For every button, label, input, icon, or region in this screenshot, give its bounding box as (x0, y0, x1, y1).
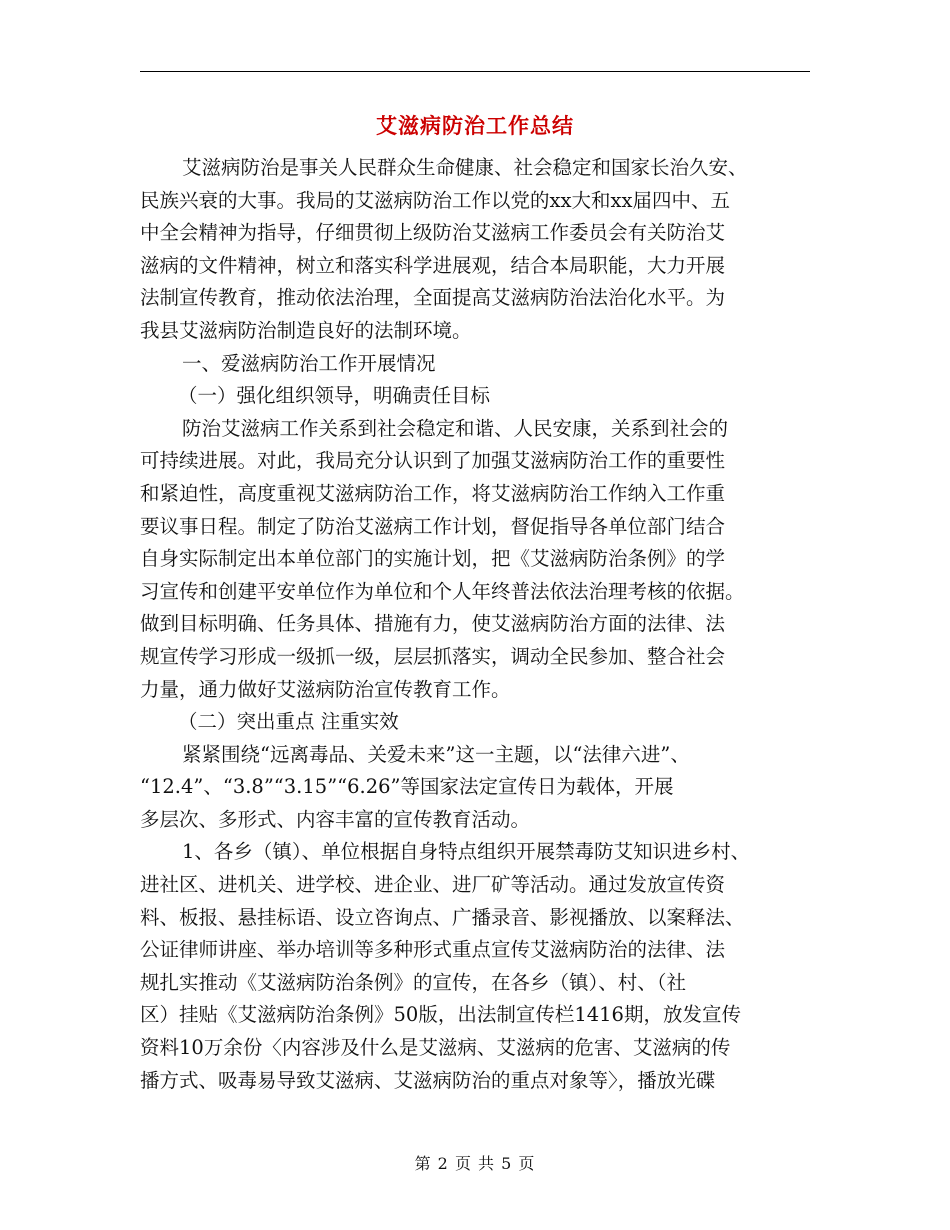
paragraph-line: 艾滋病防治是事关人民群众生命健康、社会稳定和国家长治久安、 (182, 156, 748, 179)
paragraph-line: 防治艾滋病工作关系到社会稳定和谐、人民安康，关系到社会的 (182, 416, 729, 440)
paragraph-line: 播方式、吸毒易导致艾滋病、艾滋病防治的重点对象等〉，播放光碟 (140, 1068, 716, 1092)
header-rule (140, 71, 810, 72)
paragraph-line: 料、板报、悬挂标语、设立咨询点、广播录音、影视播放、以案释法、 (140, 905, 745, 929)
paragraph-line: 习宣传和创建平安单位作为单位和个人年终普法依法治理考核的依据。 (140, 579, 745, 603)
paragraph-line: 要议事日程。制定了防治艾滋病工作计划，督促指导各单位部门结合 (140, 514, 726, 538)
paragraph-line: 可持续进展。对此，我局充分认识到了加强艾滋病防治工作的重要性 (140, 449, 726, 473)
paragraph-line: 自身实际制定出本单位部门的实施计划，把《艾滋病防治条例》的学 (140, 547, 726, 571)
paragraph-line: 民族兴衰的大事。我局的艾滋病防治工作以党的xx大和xx届四中、五 (140, 188, 730, 212)
document-body (140, 152, 812, 1097)
page-number: 第 2 页 共 5 页 (414, 1154, 536, 1173)
paragraph-line: 法制宣传教育，推动依法治理，全面提高艾滋病防治法治化水平。为 (140, 286, 726, 310)
paragraph-line: 规扎实推动《艾滋病防治条例》的宣传，在各乡（镇）、村、（社 (140, 970, 687, 994)
paragraph-line: 区）挂贴《艾滋病防治条例》50版，出法制宣传栏1416期，放发宣传 (140, 1003, 741, 1027)
paragraph-line: “12.4”、“3.8”“3.15”“6.26”等国家法定宣传日为载体，开展 (140, 775, 674, 799)
paragraph-line: 多层次、多形式、内容丰富的宣传教育活动。 (140, 807, 531, 831)
subsection-heading: （一）强化组织领导，明确责任目标 (178, 384, 491, 408)
paragraph-line: 做到目标明确、任务具体、措施有力，使艾滋病防治方面的法律、法 (140, 612, 726, 636)
paragraph-line: 资料10万余份〈内容涉及什么是艾滋病、艾滋病的危害、艾滋病的传 (140, 1036, 731, 1060)
paragraph-line: 紧紧围绕“远离毒品、关爱未来”这一主题，以“法律六进”、 (182, 742, 690, 766)
paragraph-line: 滋病的文件精神，树立和落实科学进展观，结合本局职能，大力开展 (140, 253, 726, 277)
paragraph-line: 和紧迫性，高度重视艾滋病防治工作，将艾滋病防治工作纳入工作重 (140, 481, 726, 505)
paragraph-line: 进社区、进机关、进学校、进企业、进厂矿等活动。通过发放宣传资 (140, 873, 726, 897)
paragraph-line: 中全会精神为指导，仔细贯彻上级防治艾滋病工作委员会有关防治艾 (140, 221, 726, 245)
section-heading: 一、爱滋病防治工作开展情况 (182, 351, 436, 375)
paragraph-line: 公证律师讲座、举办培训等多种形式重点宣传艾滋病防治的法律、法 (140, 938, 726, 962)
paragraph-line: 规宣传学习形成一级抓一级，层层抓落实，调动全民参加、整合社会 (140, 644, 726, 668)
document-title: 艾滋病防治工作总结 (376, 113, 574, 138)
paragraph-line: 1、各乡（镇）、单位根据自身特点组织开展禁毒防艾知识进乡村、 (182, 840, 751, 864)
paragraph-line: 我县艾滋病防治制造良好的法制环境。 (140, 318, 472, 342)
subsection-heading: （二）突出重点 注重实效 (178, 710, 399, 734)
paragraph-line: 力量，通力做好艾滋病防治宣传教育工作。 (140, 677, 511, 701)
